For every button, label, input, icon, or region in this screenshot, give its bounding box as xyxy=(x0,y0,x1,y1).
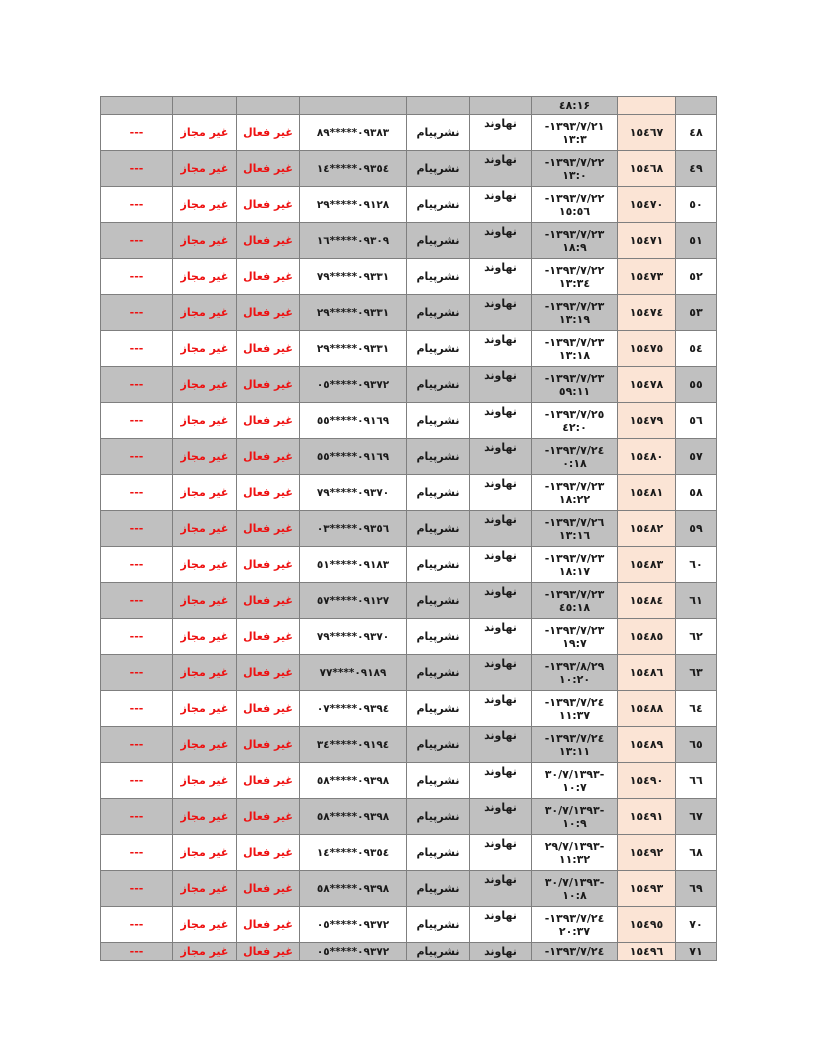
city-cell: نهاوند xyxy=(470,691,532,727)
extra-cell: --- xyxy=(101,151,173,187)
table-row xyxy=(101,115,717,151)
time-text: ۱٥:٥٦ xyxy=(558,204,591,218)
sender-cell: نشرپیام xyxy=(407,799,470,835)
time-text: ۱۳:۰ xyxy=(562,168,587,182)
permission-cell: غیر مجاز xyxy=(173,907,237,943)
row-number-cell: ٦٥ xyxy=(676,727,717,763)
sender-cell: نشرپیام xyxy=(407,475,470,511)
permission-cell: غیر مجاز xyxy=(173,799,237,835)
sender-cell: نشرپیام xyxy=(407,187,470,223)
mobile-cell: ۰۹۳۰۹*****۱٦ xyxy=(300,223,407,259)
date-text: ۱۳۹۳/۸/۲۹- xyxy=(544,659,605,673)
permission-cell: غیر مجاز xyxy=(173,295,237,331)
table-row xyxy=(101,151,717,187)
datetime-cell xyxy=(532,115,618,151)
record-id-cell xyxy=(618,97,676,115)
permission-cell: غیر مجاز xyxy=(173,475,237,511)
time-text: ۱۳:۳٤ xyxy=(558,276,591,290)
status-cell: غیر فعال xyxy=(237,439,300,475)
mobile-cell: ۰۹۳۳۱*****۲۹ xyxy=(300,295,407,331)
record-id-cell: ۱٥٤۸٤ xyxy=(618,583,676,619)
status-cell: غیر فعال xyxy=(237,187,300,223)
record-id-cell: ۱٥٤۸٦ xyxy=(618,655,676,691)
date-text: ۱۳۹۳/۷/۲۳- xyxy=(544,479,605,493)
mobile-cell: ۰۹۳۷۰*****۷۹ xyxy=(300,475,407,511)
sender-cell: نشرپیام xyxy=(407,367,470,403)
extra-cell: --- xyxy=(101,187,173,223)
sender-cell: نشرپیام xyxy=(407,583,470,619)
table-row xyxy=(101,871,717,907)
record-id-cell: ۱٥٤۷٤ xyxy=(618,295,676,331)
city-cell: نهاوند xyxy=(470,259,532,295)
sender-cell xyxy=(407,97,470,115)
extra-cell: --- xyxy=(101,367,173,403)
permission-cell: غیر مجاز xyxy=(173,547,237,583)
city-cell: نهاوند xyxy=(470,223,532,259)
date-text: -۳۰/۷/۱۳۹۳ xyxy=(544,803,605,817)
extra-cell: --- xyxy=(101,547,173,583)
record-id-cell: ۱٥٤۸۸ xyxy=(618,691,676,727)
table-row xyxy=(101,331,717,367)
row-number-cell: ٥٦ xyxy=(676,403,717,439)
table-row xyxy=(101,439,717,475)
table-row xyxy=(101,403,717,439)
record-id-cell: ۱٥٤۸۳ xyxy=(618,547,676,583)
datetime-cell xyxy=(532,907,618,943)
time-text: ۱۰:۲۰ xyxy=(558,672,591,686)
date-text: ۱۳۹۳/۷/۲۳- xyxy=(544,227,605,241)
time-text: ۱۱:۳۷ xyxy=(558,708,591,722)
time-text: ۰:٤۲ xyxy=(562,420,587,434)
sender-cell: نشرپیام xyxy=(407,691,470,727)
permission-cell: غیر مجاز xyxy=(173,223,237,259)
mobile-cell: ۰۹۳۷۲*****۰٥ xyxy=(300,907,407,943)
record-id-cell: ۱٥٤۷۸ xyxy=(618,367,676,403)
extra-cell: --- xyxy=(101,583,173,619)
date-text: ۱۳۹۳/۷/۲۳- xyxy=(544,551,605,565)
permission-cell: غیر مجاز xyxy=(173,943,237,961)
extra-cell: --- xyxy=(101,655,173,691)
mobile-cell: ۰۹۳٥٤*****۱٤ xyxy=(300,151,407,187)
table-row xyxy=(101,763,717,799)
extra-cell: --- xyxy=(101,511,173,547)
sender-cell: نشرپیام xyxy=(407,943,470,961)
city-cell: نهاوند xyxy=(470,187,532,223)
permission-cell: غیر مجاز xyxy=(173,583,237,619)
status-cell: غیر فعال xyxy=(237,907,300,943)
row-number-cell: ٥۱ xyxy=(676,223,717,259)
mobile-cell: ۰۹۳٥٦*****۰۳ xyxy=(300,511,407,547)
row-number-cell: ٥۰ xyxy=(676,187,717,223)
sender-cell: نشرپیام xyxy=(407,439,470,475)
city-cell: نهاوند xyxy=(470,583,532,619)
sender-cell: نشرپیام xyxy=(407,655,470,691)
datetime-cell xyxy=(532,871,618,907)
table-row xyxy=(101,367,717,403)
sender-cell: نشرپیام xyxy=(407,151,470,187)
sender-cell: نشرپیام xyxy=(407,871,470,907)
datetime-cell xyxy=(532,943,618,961)
time-text: ۱۳:۳ xyxy=(562,132,587,146)
mobile-cell: ۰۹۳۹۸*****٥۸ xyxy=(300,763,407,799)
sender-cell: نشرپیام xyxy=(407,223,470,259)
status-cell: غیر فعال xyxy=(237,763,300,799)
time-text: ۱۱:۳۲ xyxy=(558,852,591,866)
extra-cell: --- xyxy=(101,799,173,835)
row-number-cell: ٦۹ xyxy=(676,871,717,907)
mobile-cell: ۰۹۳۹٤*****۰۷ xyxy=(300,691,407,727)
time-text: ۰:۱۸ xyxy=(562,456,587,470)
datetime-cell xyxy=(532,799,618,835)
extra-cell: --- xyxy=(101,115,173,151)
extra-cell xyxy=(101,97,173,115)
datetime-cell xyxy=(532,331,618,367)
permission-cell: غیر مجاز xyxy=(173,115,237,151)
record-id-cell: ۱٥٤۷۰ xyxy=(618,187,676,223)
city-cell: نهاوند xyxy=(470,511,532,547)
row-number-cell: ٦۷ xyxy=(676,799,717,835)
datetime-cell xyxy=(532,583,618,619)
table-row xyxy=(101,619,717,655)
city-cell: نهاوند xyxy=(470,619,532,655)
row-number-cell: ٥۸ xyxy=(676,475,717,511)
city-cell: نهاوند xyxy=(470,367,532,403)
row-number-cell: ٦۰ xyxy=(676,547,717,583)
table-row xyxy=(101,223,717,259)
records-table-body xyxy=(101,97,717,961)
date-text: ۱۳۹۳/۷/۲۳- xyxy=(544,623,605,637)
time-text: ۱۳:۱۸ xyxy=(558,348,591,362)
record-id-cell: ۱٥٤٦۷ xyxy=(618,115,676,151)
table-row xyxy=(101,835,717,871)
row-number-cell: ٥٥ xyxy=(676,367,717,403)
mobile-cell xyxy=(300,97,407,115)
status-cell: غیر فعال xyxy=(237,727,300,763)
datetime-cell xyxy=(532,547,618,583)
city-cell: نهاوند xyxy=(470,439,532,475)
extra-cell: --- xyxy=(101,475,173,511)
permission-cell: غیر مجاز xyxy=(173,871,237,907)
extra-cell: --- xyxy=(101,331,173,367)
time-text: ۱۸:۱۷ xyxy=(558,564,591,578)
sender-cell: نشرپیام xyxy=(407,403,470,439)
table-row xyxy=(101,259,717,295)
extra-cell: --- xyxy=(101,295,173,331)
row-number-cell: ۷۰ xyxy=(676,907,717,943)
datetime-cell xyxy=(532,403,618,439)
city-cell: نهاوند xyxy=(470,655,532,691)
city-cell xyxy=(470,97,532,115)
datetime-cell xyxy=(532,367,618,403)
table-row xyxy=(101,799,717,835)
permission-cell: غیر مجاز xyxy=(173,331,237,367)
row-number-cell: ۷۱ xyxy=(676,943,717,961)
mobile-cell: ۰۹۱۸۳*****٥۱ xyxy=(300,547,407,583)
permission-cell: غیر مجاز xyxy=(173,511,237,547)
row-number-cell: ٥۷ xyxy=(676,439,717,475)
row-number-cell: ٥٤ xyxy=(676,331,717,367)
mobile-cell: ۰۹۳۹۸*****٥۸ xyxy=(300,871,407,907)
date-text: ۱۳۹۳/۷/۲۲- xyxy=(544,191,605,205)
status-cell: غیر فعال xyxy=(237,511,300,547)
status-cell: غیر فعال xyxy=(237,403,300,439)
record-id-cell: ۱٥٤۸۹ xyxy=(618,727,676,763)
date-text: ۱۳۹۳/۷/۲٤- xyxy=(544,731,605,745)
mobile-cell: ۰۹۳۹۸*****٥۸ xyxy=(300,799,407,835)
permission-cell: غیر مجاز xyxy=(173,259,237,295)
status-cell: غیر فعال xyxy=(237,223,300,259)
permission-cell: غیر مجاز xyxy=(173,403,237,439)
status-cell: غیر فعال xyxy=(237,619,300,655)
sender-cell: نشرپیام xyxy=(407,907,470,943)
permission-cell: غیر مجاز xyxy=(173,439,237,475)
record-id-cell: ۱٥٤۹۱ xyxy=(618,799,676,835)
time-text: ۱۹:۷ xyxy=(562,636,587,650)
mobile-cell: ۰۹۱۸۹****۷۷ xyxy=(300,655,407,691)
table-row xyxy=(101,655,717,691)
mobile-cell: ۰۹۳۳۱*****۲۹ xyxy=(300,331,407,367)
time-text: ۱۸:۲۲ xyxy=(558,492,591,506)
city-cell: نهاوند xyxy=(470,547,532,583)
table-row xyxy=(101,511,717,547)
sender-cell: نشرپیام xyxy=(407,295,470,331)
permission-cell: غیر مجاز xyxy=(173,619,237,655)
datetime-cell xyxy=(532,439,618,475)
date-text: ۱۳۹۳/۷/۲٦- xyxy=(544,515,605,529)
datetime-cell xyxy=(532,655,618,691)
sender-cell: نشرپیام xyxy=(407,619,470,655)
sender-cell: نشرپیام xyxy=(407,835,470,871)
record-id-cell: ۱٥٤۸٥ xyxy=(618,619,676,655)
table-row xyxy=(101,943,717,961)
table-row xyxy=(101,547,717,583)
row-number-cell xyxy=(676,97,717,115)
status-cell: غیر فعال xyxy=(237,691,300,727)
status-cell: غیر فعال xyxy=(237,655,300,691)
permission-cell: غیر مجاز xyxy=(173,655,237,691)
status-cell: غیر فعال xyxy=(237,547,300,583)
mobile-cell: ۰۹۱۲۸*****۲۹ xyxy=(300,187,407,223)
record-id-cell: ۱٥٤۹۰ xyxy=(618,763,676,799)
time-text: ۱۸:۹ xyxy=(562,240,587,254)
row-number-cell: ٦۲ xyxy=(676,619,717,655)
extra-cell: --- xyxy=(101,943,173,961)
city-cell: نهاوند xyxy=(470,763,532,799)
row-number-cell: ٥۲ xyxy=(676,259,717,295)
datetime-cell xyxy=(532,187,618,223)
row-number-cell: ٦٤ xyxy=(676,691,717,727)
extra-cell: --- xyxy=(101,691,173,727)
permission-cell xyxy=(173,97,237,115)
status-cell: غیر فعال xyxy=(237,583,300,619)
permission-cell: غیر مجاز xyxy=(173,727,237,763)
status-cell: غیر فعال xyxy=(237,835,300,871)
datetime-cell xyxy=(532,475,618,511)
date-text: -۳۰/۷/۱۳۹۳ xyxy=(544,767,605,781)
status-cell: غیر فعال xyxy=(237,295,300,331)
datetime-cell xyxy=(532,295,618,331)
table-row xyxy=(101,691,717,727)
time-text: ۱۳:۱۹ xyxy=(558,312,591,326)
permission-cell: غیر مجاز xyxy=(173,763,237,799)
status-cell xyxy=(237,97,300,115)
date-text: ۱۳۹۳/۷/۲٤- xyxy=(544,695,605,709)
city-cell: نهاوند xyxy=(470,727,532,763)
sender-cell: نشرپیام xyxy=(407,511,470,547)
datetime-cell xyxy=(532,763,618,799)
sender-cell: نشرپیام xyxy=(407,115,470,151)
mobile-cell: ۰۹۱۹٤*****۳٤ xyxy=(300,727,407,763)
row-number-cell: ٦۳ xyxy=(676,655,717,691)
time-text: ۱۰:۹ xyxy=(562,816,587,830)
status-cell: غیر فعال xyxy=(237,367,300,403)
time-text: ۱٦:۱۳ xyxy=(558,528,591,542)
date-text: ۱۳۹۳/۷/۲۳- xyxy=(544,587,605,601)
status-cell: غیر فعال xyxy=(237,475,300,511)
extra-cell: --- xyxy=(101,259,173,295)
status-cell: غیر فعال xyxy=(237,871,300,907)
record-id-cell: ۱٥٤۸۲ xyxy=(618,511,676,547)
city-cell: نهاوند xyxy=(470,871,532,907)
permission-cell: غیر مجاز xyxy=(173,151,237,187)
row-number-cell: ٤۹ xyxy=(676,151,717,187)
city-cell: نهاوند xyxy=(470,907,532,943)
status-cell: غیر فعال xyxy=(237,151,300,187)
date-text: ۱۳۹۳/۷/۲۳- xyxy=(544,335,605,349)
partial-table-row xyxy=(101,97,717,115)
row-number-cell: ٦۱ xyxy=(676,583,717,619)
sender-cell: نشرپیام xyxy=(407,763,470,799)
sender-cell: نشرپیام xyxy=(407,259,470,295)
records-table xyxy=(100,96,717,961)
datetime-cell xyxy=(532,259,618,295)
date-text: ۱۳۹۳/۷/۲۳- xyxy=(544,299,605,313)
extra-cell: --- xyxy=(101,223,173,259)
city-cell: نهاوند xyxy=(470,799,532,835)
time-text: ۱۸:٤٥ xyxy=(558,600,591,614)
table-row xyxy=(101,295,717,331)
record-id-cell: ۱٥٤۷۳ xyxy=(618,259,676,295)
permission-cell: غیر مجاز xyxy=(173,835,237,871)
city-cell: نهاوند xyxy=(470,943,532,961)
row-number-cell: ٥۳ xyxy=(676,295,717,331)
date-text: ۱۳۹۳/۷/۲٥- xyxy=(544,407,605,421)
extra-cell: --- xyxy=(101,439,173,475)
sender-cell: نشرپیام xyxy=(407,331,470,367)
datetime-cell xyxy=(532,691,618,727)
time-text: ۱۰:۷ xyxy=(562,780,587,794)
city-cell: نهاوند xyxy=(470,115,532,151)
date-text: ۱۳۹۳/۷/۲۳- xyxy=(544,371,605,385)
record-id-cell: ۱٥٤۷٥ xyxy=(618,331,676,367)
mobile-cell: ۰۹۱٦۹*****٥٥ xyxy=(300,403,407,439)
record-id-cell: ۱٥٤٦۸ xyxy=(618,151,676,187)
record-id-cell: ۱٥٤۹٥ xyxy=(618,907,676,943)
city-cell: نهاوند xyxy=(470,331,532,367)
date-text: ۱۳۹۳/۷/۲۲- xyxy=(544,263,605,277)
extra-cell: --- xyxy=(101,907,173,943)
datetime-cell xyxy=(532,151,618,187)
date-text: ۱۳۹۳/۷/۲۱- xyxy=(544,119,605,133)
record-id-cell: ۱٥٤۷۱ xyxy=(618,223,676,259)
status-cell: غیر فعال xyxy=(237,799,300,835)
time-text: ۱۱:٥۹ xyxy=(558,384,591,398)
table-row xyxy=(101,475,717,511)
mobile-cell: ۰۹۳۳۱*****۷۹ xyxy=(300,259,407,295)
record-id-cell: ۱٥٤۸۰ xyxy=(618,439,676,475)
mobile-cell: ۰۹۳۸۳*****۸۹ xyxy=(300,115,407,151)
status-cell: غیر فعال xyxy=(237,115,300,151)
extra-cell: --- xyxy=(101,727,173,763)
datetime-cell xyxy=(532,511,618,547)
extra-cell: --- xyxy=(101,619,173,655)
status-cell: غیر فعال xyxy=(237,943,300,961)
mobile-cell: ۰۹۱۲۷*****٥۷ xyxy=(300,583,407,619)
city-cell: نهاوند xyxy=(470,403,532,439)
row-number-cell: ٤۸ xyxy=(676,115,717,151)
time-text: ۱۳:۱۱ xyxy=(558,744,591,758)
status-cell: غیر فعال xyxy=(237,259,300,295)
record-id-cell: ۱٥٤۹٦ xyxy=(618,943,676,961)
date-text: -۲۹/۷/۱۳۹۳ xyxy=(544,839,605,853)
permission-cell: غیر مجاز xyxy=(173,367,237,403)
date-text: -۳۰/۷/۱۳۹۳ xyxy=(544,875,605,889)
permission-cell: غیر مجاز xyxy=(173,691,237,727)
time-text: ۱۰:۸ xyxy=(562,888,587,902)
row-number-cell: ٥۹ xyxy=(676,511,717,547)
datetime-cell xyxy=(532,835,618,871)
sender-cell: نشرپیام xyxy=(407,547,470,583)
table-row xyxy=(101,727,717,763)
date-text: ۱۳۹۳/۷/۲٤- xyxy=(544,443,605,457)
date-text: ۱۳۹۳/۷/۲٤- xyxy=(544,945,605,958)
record-id-cell: ۱٥٤۸۱ xyxy=(618,475,676,511)
city-cell: نهاوند xyxy=(470,835,532,871)
permission-cell: غیر مجاز xyxy=(173,187,237,223)
extra-cell: --- xyxy=(101,403,173,439)
table-row xyxy=(101,583,717,619)
mobile-cell: ۰۹۳۷۲*****۰٥ xyxy=(300,367,407,403)
time-text: ۲۰:۳۷ xyxy=(558,924,591,938)
extra-cell: --- xyxy=(101,871,173,907)
datetime-cell xyxy=(532,619,618,655)
record-id-cell: ۱٥٤۹۳ xyxy=(618,871,676,907)
city-cell: نهاوند xyxy=(470,475,532,511)
row-number-cell: ٦۸ xyxy=(676,835,717,871)
city-cell: نهاوند xyxy=(470,151,532,187)
city-cell: نهاوند xyxy=(470,295,532,331)
mobile-cell: ۰۹۱٦۹*****٥٥ xyxy=(300,439,407,475)
mobile-cell: ۰۹۳٥٤*****۱٤ xyxy=(300,835,407,871)
mobile-cell: ۰۹۳۷۰*****۷۹ xyxy=(300,619,407,655)
status-cell: غیر فعال xyxy=(237,331,300,367)
record-id-cell: ۱٥٤۷۹ xyxy=(618,403,676,439)
table-row xyxy=(101,907,717,943)
extra-cell: --- xyxy=(101,835,173,871)
mobile-cell: ۰۹۳۷۲*****۰٥ xyxy=(300,943,407,961)
datetime-cell: ۱۶:٤۸ xyxy=(532,97,618,115)
sender-cell: نشرپیام xyxy=(407,727,470,763)
date-text: ۱۳۹۳/۷/۲۲- xyxy=(544,155,605,169)
datetime-cell xyxy=(532,727,618,763)
table-row xyxy=(101,187,717,223)
extra-cell: --- xyxy=(101,763,173,799)
record-id-cell: ۱٥٤۹۲ xyxy=(618,835,676,871)
datetime-cell xyxy=(532,223,618,259)
row-number-cell: ٦٦ xyxy=(676,763,717,799)
date-text: ۱۳۹۳/۷/۲٤- xyxy=(544,911,605,925)
